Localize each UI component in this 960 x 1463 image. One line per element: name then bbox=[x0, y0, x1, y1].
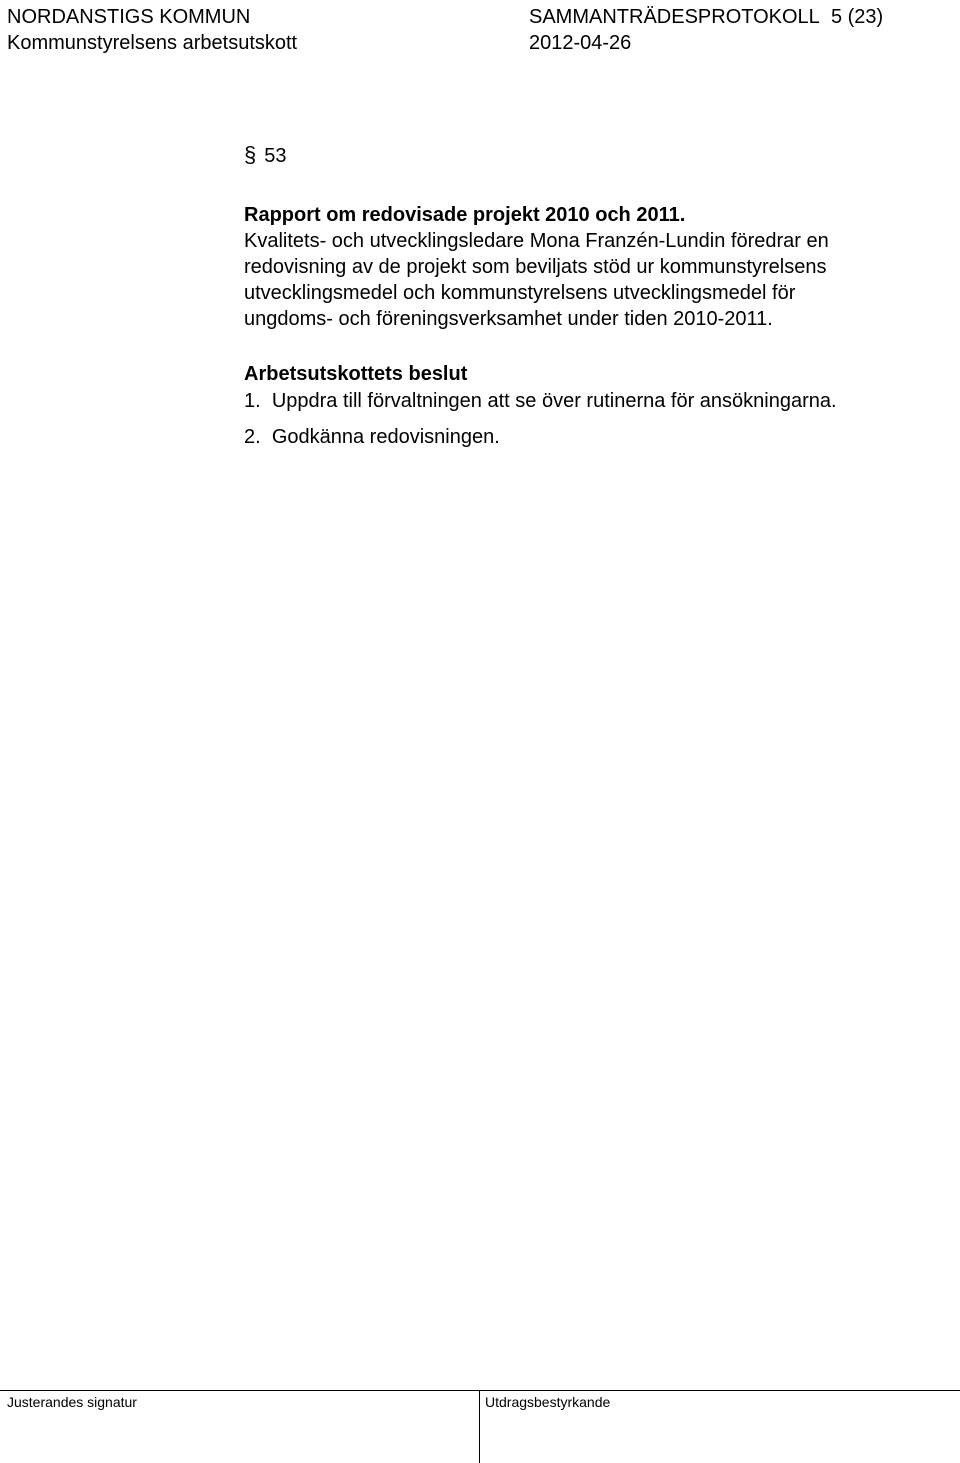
body-line: ungdoms- och föreningsverksamhet under tiden 2010-2011. bbox=[244, 308, 773, 330]
decision-item-text: Uppdra till förvaltningen att se över rutinerna för ansökningarna. bbox=[271, 390, 837, 412]
section-sign: § bbox=[244, 142, 257, 167]
body-line: redovisning av de projekt som beviljats stöd ur kommunstyrelsens bbox=[244, 256, 827, 278]
organization-name: NORDANSTIGS KOMMUN bbox=[7, 6, 251, 28]
decision-heading: Arbetsutskottets beslut bbox=[244, 363, 468, 385]
committee-name: Kommunstyrelsens arbetsutskott bbox=[7, 32, 298, 54]
decision-item bbox=[244, 425, 500, 450]
decision-item-number: 1. bbox=[244, 390, 261, 412]
decision-item-text: Godkänna redovisningen. bbox=[271, 426, 500, 448]
paragraph-number bbox=[244, 142, 287, 169]
footer-rule bbox=[0, 1390, 960, 1391]
page-number: 5 (23) bbox=[830, 6, 884, 28]
paragraph-title: Rapport om redovisade projekt 2010 och 2011. bbox=[244, 204, 686, 226]
body-line: Kvalitets- och utvecklingsledare Mona Franzén-Lundin föredrar en bbox=[244, 230, 829, 252]
body-line: utvecklingsmedel och kommunstyrelsens utvecklingsmedel för bbox=[244, 282, 796, 304]
meeting-date: 2012-04-26 bbox=[529, 32, 632, 54]
certification-label: Utdragsbestyrkande bbox=[485, 1394, 611, 1410]
document-type-label: SAMMANTRÄDESPROTOKOLL bbox=[529, 6, 820, 28]
signature-label: Justerandes signatur bbox=[7, 1394, 137, 1410]
footer-divider bbox=[479, 1390, 480, 1463]
decision-item-number: 2. bbox=[244, 426, 261, 448]
decision-item bbox=[244, 389, 837, 414]
document-type bbox=[529, 6, 883, 28]
paragraph-number-value: 53 bbox=[264, 145, 287, 167]
